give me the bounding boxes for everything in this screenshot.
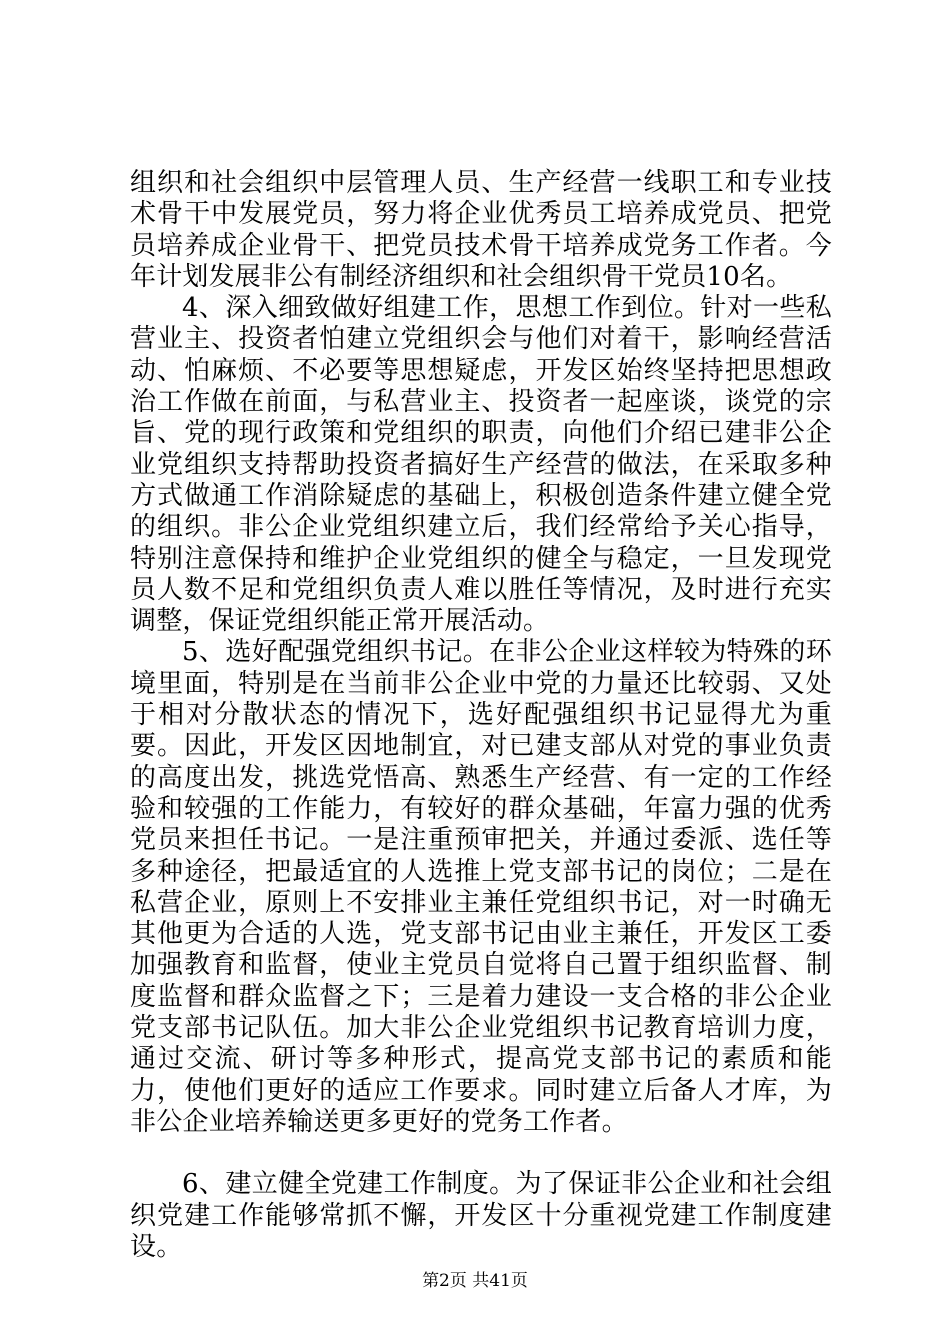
document-body xyxy=(130,168,832,1263)
paragraph-item-6: 6、建立健全党建工作制度。为了保证非公企业和社会组织党建工作能够常抓不懈，开发区十分重视党建工作制度建设。 xyxy=(130,1169,832,1262)
page-footer: 第2页 共41页 xyxy=(422,1271,528,1291)
paragraph-continuation: 组织和社会组织中层管理人员、生产经营一线职工和专业技术骨干中发展党员，努力将企业优秀员工培养成党员、把党员培养成企业骨干、把党员技术骨干培养成党务工作者。今年计划发展非公有制经济组织和社会组织骨干党员10名。 xyxy=(130,168,832,292)
paragraph-item-5: 5、选好配强党组织书记。在非公企业这样较为特殊的环境里面，特别是在当前非公企业中党的力量还比较弱、又处于相对分散状态的情况下，选好配强组织书记显得尤为重要。因此，开发区因地制宜，对已建支部从对党的事业负责的高度出发，挑选党悟高、熟悉生产经营、有一定的工作经验和较强的工作能力，有较好的群众基础，年富力强的优秀党员来担任书记。一是注重预审把关，并通过委派、选任等多种途径，把最适宜的人选推上党支部书记的岗位；二是在私营企业，原则上不安排业主兼任党组织书记，对一时确无其他更为合适的人选，党支部书记由业主兼任，开发区工委加强教育和监督，使业主党员自觉将自己置于组织监督、制度监督和群众监督之下；三是着力建设一支合格的非公企业党支部书记队伍。加大非公企业党组织书记教育培训力度，通过交流、研讨等多种形式，提高党支部书记的素质和能力，使他们更好的适应工作要求。同时建立后备人才库，为非公企业培养输送更多更好的党务工作者。 xyxy=(130,637,832,1137)
paragraph-item-4: 4、深入细致做好组建工作，思想工作到位。针对一些私营业主、投资者怕建立党组织会与他们对着干，影响经营活动、怕麻烦、不必要等思想疑虑，开发区始终坚持把思想政治工作做在前面，与私营业主、投资者一起座谈，谈党的宗旨、党的现行政策和党组织的职责，向他们介绍已建非公企业党组织支持帮助投资者搞好生产经营的做法，在采取多种方式做通工作消除疑虑的基础上，积极创造条件建立健全党的组织。非公企业党组织建立后，我们经常给予关心指导，特别注意保持和维护企业党组织的健全与稳定，一旦发现党员人数不足和党组织负责人难以胜任等情况，及时进行充实调整，保证党组织能正常开展活动。 xyxy=(130,293,832,637)
